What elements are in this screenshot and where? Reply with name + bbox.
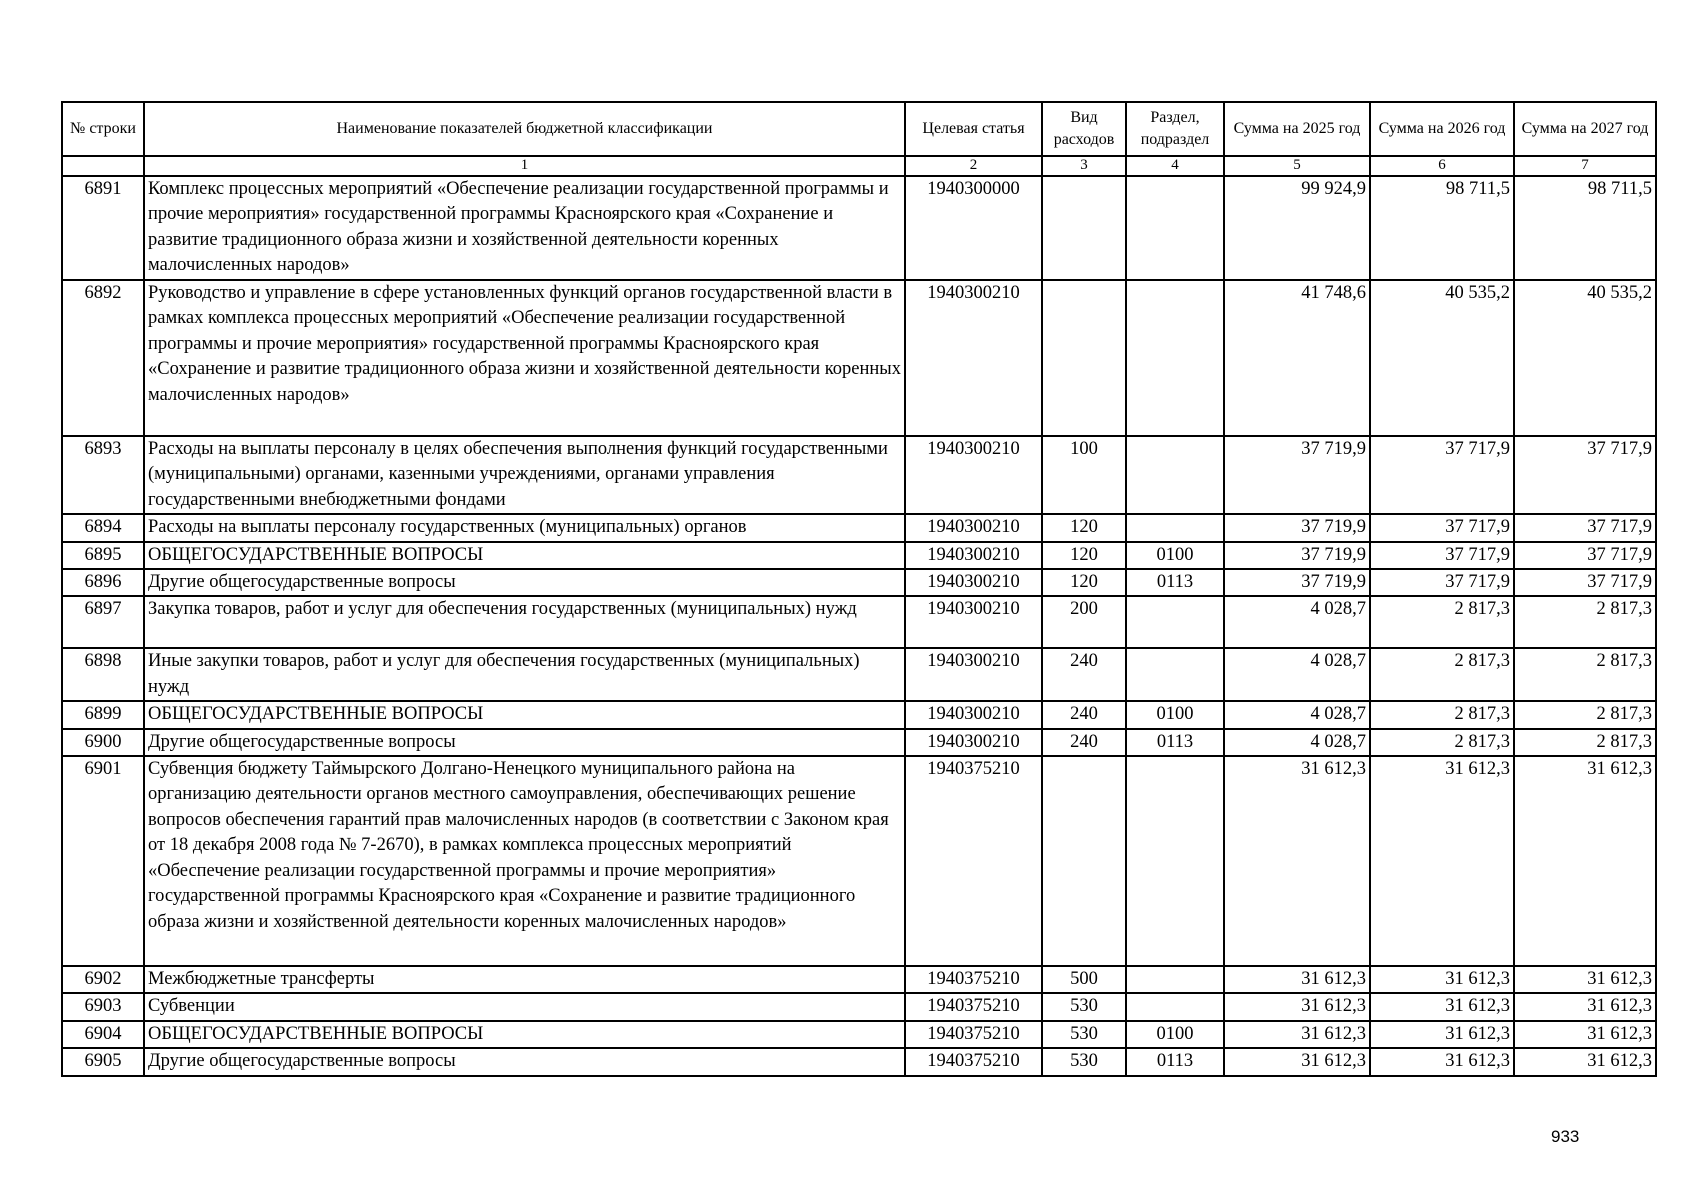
table-row [62, 701, 1656, 728]
column-number: 5 [1224, 156, 1370, 176]
header-section-subsection: Раздел, подраздел [1126, 102, 1224, 156]
sum-2027: 31 612,3 [1514, 1021, 1656, 1048]
sum-2027: 37 717,9 [1514, 436, 1656, 514]
target-article: 1940375210 [905, 993, 1042, 1020]
expense-type: 240 [1042, 729, 1126, 756]
target-article: 1940300210 [905, 596, 1042, 648]
expense-type [1042, 756, 1126, 966]
section-subsection [1126, 756, 1224, 966]
table-row [62, 966, 1656, 993]
sum-2026: 37 717,9 [1370, 542, 1514, 569]
column-number: 6 [1370, 156, 1514, 176]
section-subsection: 0100 [1126, 1021, 1224, 1048]
column-number: 1 [144, 156, 905, 176]
expense-type: 240 [1042, 701, 1126, 728]
table-row [62, 542, 1656, 569]
sum-2026: 31 612,3 [1370, 993, 1514, 1020]
table-row [62, 569, 1656, 596]
sum-2027: 37 717,9 [1514, 569, 1656, 596]
column-numbers-row [62, 156, 1656, 176]
sum-2026: 2 817,3 [1370, 648, 1514, 701]
target-article: 1940375210 [905, 1021, 1042, 1048]
sum-2025: 37 719,9 [1224, 569, 1370, 596]
sum-2025: 4 028,7 [1224, 701, 1370, 728]
table-row [62, 514, 1656, 541]
sum-2025: 4 028,7 [1224, 596, 1370, 648]
table-body [62, 176, 1656, 1076]
target-article: 1940375210 [905, 756, 1042, 966]
sum-2027: 31 612,3 [1514, 1048, 1656, 1075]
row-number: 6901 [62, 756, 144, 966]
sum-2027: 2 817,3 [1514, 596, 1656, 648]
indicator-name: Субвенция бюджету Таймырского Долгано-Ненецкого муниципального района на организацию деятельности органов местного самоуправления, обеспечивающих решение вопросов обеспечения гарантий прав малочисленных народов (в соответствии с Законом края от 18 декабря 2008 года № 7-2670), в рамках комплекса процессных мероприятий «Обеспечение реализации государственной программы и прочие мероприятия» государственной программы Красноярского края «Сохранение и развитие традиционного образа жизни и хозяйственной деятельности коренных малочисленных народов» [144, 756, 905, 966]
expense-type: 530 [1042, 1048, 1126, 1075]
sum-2026: 31 612,3 [1370, 1048, 1514, 1075]
table-header-row [62, 102, 1656, 156]
expense-type [1042, 280, 1126, 436]
expense-type: 120 [1042, 542, 1126, 569]
expense-type: 530 [1042, 1021, 1126, 1048]
sum-2026: 37 717,9 [1370, 436, 1514, 514]
column-number: 7 [1514, 156, 1656, 176]
row-number: 6898 [62, 648, 144, 701]
indicator-name: Закупка товаров, работ и услуг для обеспечения государственных (муниципальных) нужд [144, 596, 905, 648]
sum-2026: 31 612,3 [1370, 966, 1514, 993]
sum-2027: 31 612,3 [1514, 756, 1656, 966]
target-article: 1940300210 [905, 542, 1042, 569]
sum-2025: 31 612,3 [1224, 1021, 1370, 1048]
column-number: 3 [1042, 156, 1126, 176]
sum-2025: 4 028,7 [1224, 648, 1370, 701]
sum-2025: 41 748,6 [1224, 280, 1370, 436]
expense-type: 120 [1042, 569, 1126, 596]
indicator-name: ОБЩЕГОСУДАРСТВЕННЫЕ ВОПРОСЫ [144, 542, 905, 569]
header-target-article: Целевая статья [905, 102, 1042, 156]
row-number: 6900 [62, 729, 144, 756]
table-row [62, 729, 1656, 756]
sum-2025: 99 924,9 [1224, 176, 1370, 280]
expense-type: 100 [1042, 436, 1126, 514]
table-row [62, 280, 1656, 436]
sum-2027: 2 817,3 [1514, 701, 1656, 728]
header-row-number: № строки [62, 102, 144, 156]
row-number: 6893 [62, 436, 144, 514]
row-number: 6894 [62, 514, 144, 541]
indicator-name: Расходы на выплаты персоналу в целях обеспечения выполнения функций государственными (муниципальными) органами, казенными учреждениями, органами управления государственными внебюджетными фондами [144, 436, 905, 514]
indicator-name: Расходы на выплаты персоналу государственных (муниципальных) органов [144, 514, 905, 541]
target-article: 1940300210 [905, 514, 1042, 541]
sum-2025: 37 719,9 [1224, 514, 1370, 541]
section-subsection [1126, 596, 1224, 648]
sum-2025: 4 028,7 [1224, 729, 1370, 756]
sum-2026: 2 817,3 [1370, 596, 1514, 648]
indicator-name: Руководство и управление в сфере установленных функций органов государственной власти в рамках комплекса процессных мероприятий «Обеспечение реализации государственной программы и прочие мероприятия» государственной программы Красноярского края «Сохранение и развитие традиционного образа жизни и хозяйственной деятельности коренных малочисленных народов» [144, 280, 905, 436]
header-indicator-name: Наименование показателей бюджетной классификации [144, 102, 905, 156]
sum-2027: 2 817,3 [1514, 648, 1656, 701]
target-article: 1940300210 [905, 280, 1042, 436]
section-subsection: 0100 [1126, 701, 1224, 728]
target-article: 1940300210 [905, 648, 1042, 701]
sum-2027: 37 717,9 [1514, 542, 1656, 569]
target-article: 1940300210 [905, 569, 1042, 596]
section-subsection: 0100 [1126, 542, 1224, 569]
section-subsection [1126, 648, 1224, 701]
table-row [62, 176, 1656, 280]
section-subsection [1126, 176, 1224, 280]
sum-2026: 2 817,3 [1370, 729, 1514, 756]
indicator-name: Другие общегосударственные вопросы [144, 729, 905, 756]
sum-2026: 37 717,9 [1370, 514, 1514, 541]
row-number: 6899 [62, 701, 144, 728]
sum-2025: 37 719,9 [1224, 436, 1370, 514]
target-article: 1940375210 [905, 1048, 1042, 1075]
indicator-name: Комплекс процессных мероприятий «Обеспечение реализации государственной программы и прочие мероприятия» государственной программы Красноярского края «Сохранение и развитие традиционного образа жизни и хозяйственной деятельности коренных малочисленных народов» [144, 176, 905, 280]
header-expense-type: Вид расходов [1042, 102, 1126, 156]
sum-2026: 37 717,9 [1370, 569, 1514, 596]
table-row [62, 596, 1656, 648]
indicator-name: ОБЩЕГОСУДАРСТВЕННЫЕ ВОПРОСЫ [144, 1021, 905, 1048]
section-subsection [1126, 436, 1224, 514]
indicator-name: Субвенции [144, 993, 905, 1020]
sum-2027: 37 717,9 [1514, 514, 1656, 541]
sum-2025: 31 612,3 [1224, 966, 1370, 993]
row-number: 6891 [62, 176, 144, 280]
indicator-name: Другие общегосударственные вопросы [144, 569, 905, 596]
table-row [62, 1048, 1656, 1075]
section-subsection [1126, 280, 1224, 436]
table-row [62, 1021, 1656, 1048]
row-number: 6896 [62, 569, 144, 596]
sum-2025: 31 612,3 [1224, 1048, 1370, 1075]
section-subsection: 0113 [1126, 569, 1224, 596]
column-number: 2 [905, 156, 1042, 176]
row-number: 6905 [62, 1048, 144, 1075]
column-number: 4 [1126, 156, 1224, 176]
expense-type: 240 [1042, 648, 1126, 701]
sum-2025: 31 612,3 [1224, 756, 1370, 966]
row-number: 6892 [62, 280, 144, 436]
indicator-name: Иные закупки товаров, работ и услуг для обеспечения государственных (муниципальных) нужд [144, 648, 905, 701]
target-article: 1940300210 [905, 436, 1042, 514]
row-number: 6897 [62, 596, 144, 648]
page-number: 933 [1551, 1127, 1580, 1146]
section-subsection: 0113 [1126, 1048, 1224, 1075]
section-subsection: 0113 [1126, 729, 1224, 756]
section-subsection [1126, 993, 1224, 1020]
expense-type [1042, 176, 1126, 280]
header-sum-2025: Сумма на 2025 год [1224, 102, 1370, 156]
header-sum-2027: Сумма на 2027 год [1514, 102, 1656, 156]
sum-2027: 98 711,5 [1514, 176, 1656, 280]
section-subsection [1126, 514, 1224, 541]
budget-table [61, 101, 1657, 1077]
indicator-name: Межбюджетные трансферты [144, 966, 905, 993]
sum-2025: 37 719,9 [1224, 542, 1370, 569]
sum-2027: 40 535,2 [1514, 280, 1656, 436]
target-article: 1940300210 [905, 701, 1042, 728]
row-number: 6903 [62, 993, 144, 1020]
section-subsection [1126, 966, 1224, 993]
expense-type: 200 [1042, 596, 1126, 648]
target-article: 1940375210 [905, 966, 1042, 993]
table-row [62, 436, 1656, 514]
row-number: 6904 [62, 1021, 144, 1048]
sum-2027: 2 817,3 [1514, 729, 1656, 756]
indicator-name: ОБЩЕГОСУДАРСТВЕННЫЕ ВОПРОСЫ [144, 701, 905, 728]
target-article: 1940300210 [905, 729, 1042, 756]
row-number: 6902 [62, 966, 144, 993]
target-article: 1940300000 [905, 176, 1042, 280]
indicator-name: Другие общегосударственные вопросы [144, 1048, 905, 1075]
column-number-blank [62, 156, 144, 176]
expense-type: 530 [1042, 993, 1126, 1020]
expense-type: 500 [1042, 966, 1126, 993]
sum-2025: 31 612,3 [1224, 993, 1370, 1020]
sum-2026: 40 535,2 [1370, 280, 1514, 436]
sum-2026: 31 612,3 [1370, 756, 1514, 966]
sum-2026: 2 817,3 [1370, 701, 1514, 728]
table-row [62, 648, 1656, 701]
table-row [62, 756, 1656, 966]
header-sum-2026: Сумма на 2026 год [1370, 102, 1514, 156]
expense-type: 120 [1042, 514, 1126, 541]
sum-2027: 31 612,3 [1514, 993, 1656, 1020]
sum-2026: 31 612,3 [1370, 1021, 1514, 1048]
sum-2027: 31 612,3 [1514, 966, 1656, 993]
row-number: 6895 [62, 542, 144, 569]
sum-2026: 98 711,5 [1370, 176, 1514, 280]
table-row [62, 993, 1656, 1020]
